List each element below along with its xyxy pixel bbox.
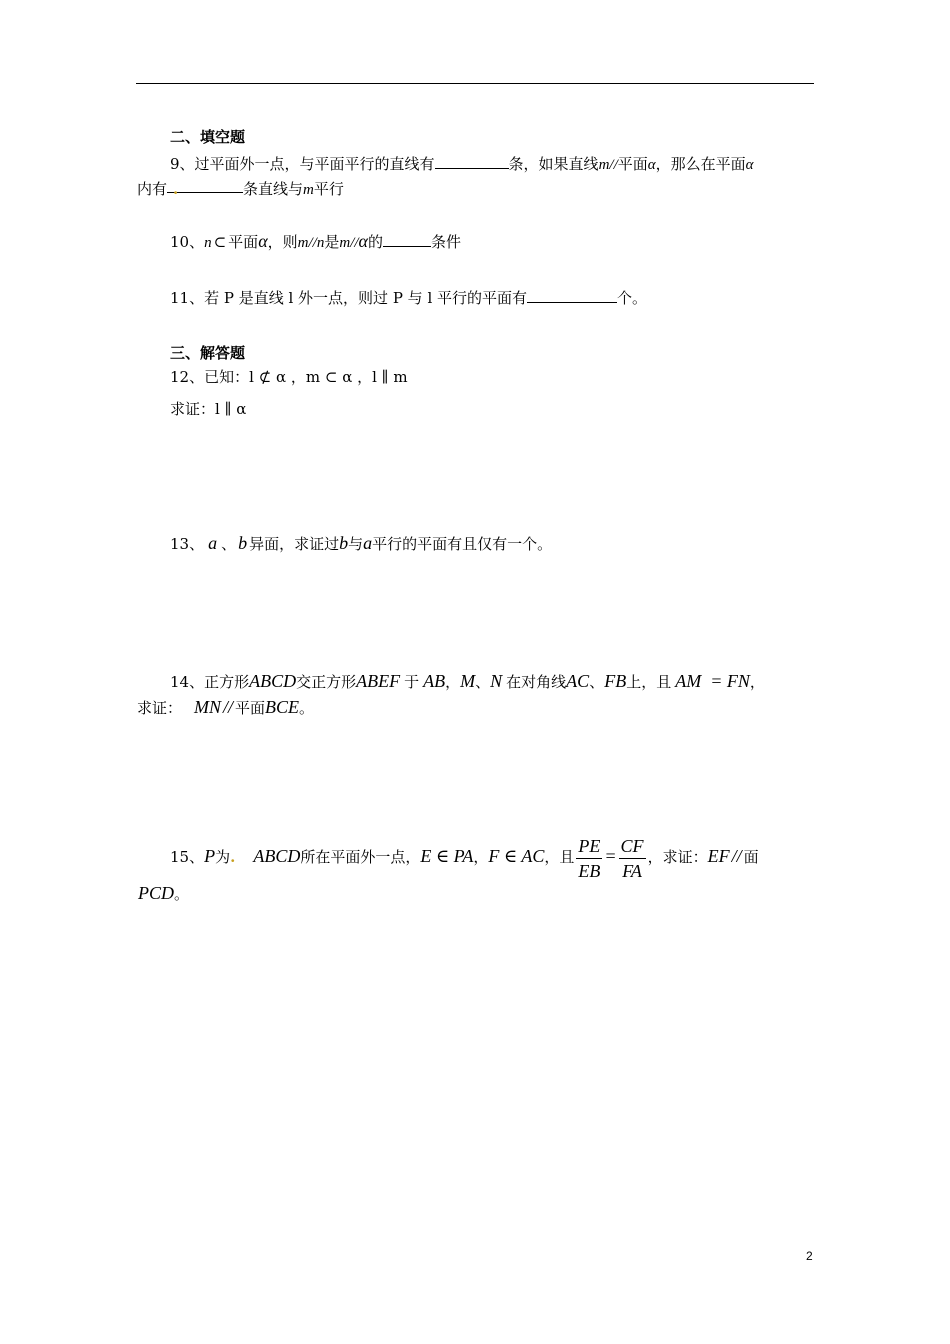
q9-text-4: ，那么在平面 (655, 155, 746, 173)
q14-abcd: ABCD (249, 671, 297, 691)
q14-text-1: 交正方形 (296, 673, 357, 691)
q14-text-7: 平面 (235, 699, 266, 717)
q15-eb: EB (578, 860, 601, 881)
q14-text-2: 于 (404, 673, 420, 691)
q10-subset: ⊂ (213, 233, 227, 251)
question-10 (170, 230, 461, 254)
q9-alpha-2: α (745, 157, 754, 173)
q15-text-5: 面 (743, 848, 759, 866)
question-15-line1 (170, 830, 759, 883)
q10-parallel-2: // (350, 235, 359, 251)
q14-sep-2: 、 (589, 673, 605, 691)
q9-blank-2[interactable] (167, 178, 243, 198)
q11-text-2: 个。 (617, 289, 648, 307)
q14-ac: AC (566, 671, 590, 691)
q9-parallel: // (609, 157, 618, 173)
q9-text-6: 条直线与 (243, 180, 304, 198)
header-rule (136, 83, 814, 84)
q9-text-2: 条，如果直线 (508, 155, 599, 173)
question-12-prove: 求证：l ∥ α (170, 400, 247, 418)
question-9-line1 (170, 153, 754, 176)
q10-num: 10、 (170, 233, 205, 251)
q14-text-4: 上，且 (626, 673, 672, 691)
q15-comma: ， (473, 848, 489, 866)
q15-fa: FA (622, 860, 642, 881)
q13-var-a: a (208, 533, 218, 553)
q9-text-1: 9、过平面外一点，与平面平行的直线有 (170, 155, 435, 173)
q15-text-3: ，且 (544, 848, 575, 866)
q11-text-1: 11、若 P 是直线 l 外一点，则过 P 与 l 平行的平面有 (170, 289, 528, 307)
page-number: 2 (806, 1249, 813, 1263)
q13-text-2: 与 (348, 535, 364, 553)
q14-text-6: 求证： (137, 699, 183, 717)
q10-text-5: 条件 (431, 233, 462, 251)
q9-text-3: 平面 (617, 155, 648, 173)
q13-var-a-2: a (363, 533, 373, 553)
q14-n: N (490, 671, 503, 691)
q10-blank[interactable] (383, 232, 431, 247)
q14-text-3: 在对角线 (506, 673, 567, 691)
q15-parallel: // (731, 846, 742, 866)
q14-equation: AM = FN (675, 671, 750, 691)
question-12-given: 12、已知：l ⊄ α ，m ⊂ α ，l ∥ m (170, 368, 408, 386)
q15-cf: CF (619, 834, 646, 859)
section-heading-fill-in: 二、填空题 (170, 128, 246, 146)
question-13 (170, 532, 552, 555)
q13-num: 13、 (170, 535, 205, 553)
q10-var-n-2: n (316, 235, 325, 251)
q9-blank-1[interactable] (435, 154, 509, 169)
q9-var-m: m (598, 157, 610, 173)
q9-text-5: 内有 (137, 180, 168, 198)
q14-ab: AB (423, 671, 446, 691)
q14-end: 。 (299, 699, 315, 717)
question-9-line2 (137, 178, 344, 201)
q13-sep: 、 (221, 535, 237, 553)
q10-parallel: // (308, 235, 317, 251)
q14-sep: 、 (475, 673, 491, 691)
q15-fraction-pe-eb (576, 834, 602, 883)
q14-text-5: ， (749, 673, 765, 691)
q10-text-3: 是 (324, 233, 340, 251)
q13-text-3: 平行的平面有且仅有一个。 (372, 535, 553, 553)
q15-pcd: PCD (138, 883, 174, 903)
question-15-line2 (138, 882, 189, 905)
question-14-line2 (137, 696, 314, 719)
q9-text-7: 平行 (313, 180, 344, 198)
q10-text-1: 平面 (228, 233, 259, 251)
q9-alpha: α (647, 157, 656, 173)
q11-blank[interactable] (527, 288, 617, 303)
q10-var-n: n (204, 235, 212, 251)
q14-bce: BCE (265, 697, 300, 717)
q15-text-1: 为 (215, 848, 231, 866)
q15-p: P (204, 846, 216, 866)
q10-text-2: ，则 (267, 233, 298, 251)
q15-pe: PE (576, 834, 602, 859)
q15-abcd: ABCD (253, 846, 301, 866)
q14-comma: ， (445, 673, 461, 691)
q9-dot-mark: . (173, 180, 179, 198)
q15-fraction-cf-fa (619, 834, 646, 883)
q10-alpha: α (258, 231, 268, 251)
q10-alpha-2: α (358, 231, 368, 251)
q15-f-in-ac: F ∈ AC (488, 846, 545, 866)
q14-mn: MN (194, 697, 222, 717)
question-11 (170, 287, 647, 309)
q15-dot-mark: . (230, 848, 236, 866)
q10-var-m: m (297, 235, 309, 251)
q15-text-2: 所在平面外一点， (300, 848, 421, 866)
q15-equals: = (604, 846, 617, 866)
q15-ef: EF (707, 846, 730, 866)
q13-text-1: 异面，求证过 (249, 535, 340, 553)
q15-end: 。 (174, 885, 190, 903)
question-14-line1 (170, 670, 765, 693)
section-heading-solve: 三、解答题 (170, 344, 246, 362)
q14-parallel: // (223, 697, 234, 717)
q14-abef: ABEF (356, 671, 401, 691)
q9-var-m-2: m (303, 182, 314, 198)
q14-fb: FB (604, 671, 627, 691)
q14-m: M (460, 671, 476, 691)
q10-text-4: 的 (368, 233, 384, 251)
q10-var-m-2: m (339, 235, 351, 251)
q13-var-b: b (238, 533, 248, 553)
q15-num: 15、 (170, 848, 205, 866)
q14-num: 14、正方形 (170, 673, 250, 691)
q13-var-b-2: b (339, 533, 349, 553)
q15-text-4: ，求证： (647, 848, 708, 866)
q15-e-in-pa: E ∈ PA (420, 846, 474, 866)
